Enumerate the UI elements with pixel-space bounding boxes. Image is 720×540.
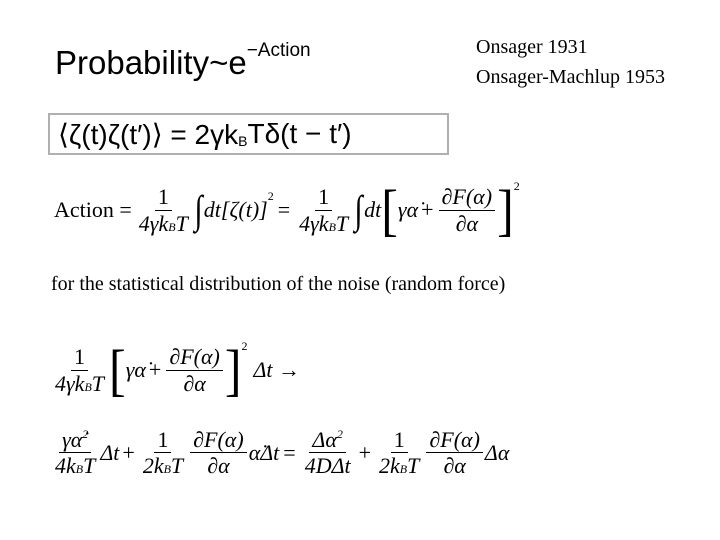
expr3-numerator: 1: [71, 345, 88, 370]
expr4-2k: 2k: [142, 453, 164, 479]
expr3-tail: Δt →: [253, 357, 301, 382]
expr4-delta-alpha-tail: Δα: [484, 439, 510, 465]
expr4-4k: 4k: [55, 453, 76, 479]
expr3-dF: ∂F(α): [166, 345, 223, 370]
action-fraction-1: [136, 185, 191, 234]
expr4-frac1-num: [59, 428, 91, 453]
noise-note: for the statistical distribution of the noise (random force): [51, 273, 506, 295]
probability-text: Probability~e: [55, 44, 247, 81]
expr4-frac-3: [190, 428, 247, 477]
expr4-delta-alpha: Δα: [312, 427, 337, 452]
expr3-den-sub: B: [84, 379, 92, 394]
expr4-sub-b3: B: [399, 462, 408, 477]
expr3-gamma-alpha-dot: γα̇: [125, 357, 146, 382]
expr4-frac1-den: [52, 453, 98, 477]
correlation-formula-box: [48, 113, 449, 155]
expr4-frac-4: [302, 428, 354, 477]
action-equals: =: [277, 197, 291, 222]
expr4-dt-1: Δt: [100, 439, 120, 465]
integral-sign-2: ∫: [354, 187, 363, 232]
expr4-plus-1: +: [122, 439, 135, 465]
exponent-2-first: 2: [267, 188, 274, 203]
expr3-dalpha: ∂α: [183, 370, 206, 396]
frac2-numerator: 1: [315, 185, 332, 210]
credit-onsager-machlup-1953: Onsager-Machlup 1953: [476, 66, 665, 88]
expr4-frac-6: [426, 428, 483, 477]
expr4-dalpha-2: ∂α: [443, 453, 466, 479]
correlation-subscript-b: B: [238, 133, 248, 149]
action-integrand-1: dt[ζ(t)]: [203, 197, 268, 222]
frac-numerator: 1: [155, 185, 172, 210]
expr4-frac5-num: 1: [391, 428, 408, 453]
den2-t: T: [335, 210, 349, 236]
action-lhs: Action =: [54, 197, 132, 222]
expr4-t3: T: [407, 453, 420, 479]
expr4-dF-1: ∂F(α): [190, 428, 247, 453]
gamma-alpha-dot: γα̇: [397, 197, 419, 222]
expr3-den-t: T: [91, 370, 105, 396]
den-text: 4γk: [138, 210, 169, 236]
expr3-fraction: [52, 345, 107, 394]
expr4-sq2: 2: [336, 427, 343, 441]
expr4-frac-1: [52, 428, 98, 477]
expr3-dF-fraction: [166, 345, 223, 394]
den2-text: 4γk: [299, 210, 329, 236]
expr3-den-text: 4γk: [55, 370, 85, 396]
expr3-denominator: [52, 371, 107, 395]
integral-sign-1: ∫: [194, 187, 203, 232]
expr4-sub-b1: B: [75, 462, 84, 477]
action-fraction-2: [296, 185, 351, 234]
expr4-frac-2: [140, 428, 186, 477]
right-bracket: ]: [497, 177, 514, 243]
expr4-t1: T: [83, 453, 96, 479]
correlation-formula-head: ⟨ζ(t)ζ(t′)⟩ = 2γk: [58, 118, 239, 150]
expr3-exponent-2: 2: [241, 338, 248, 353]
expr4-dF-2: ∂F(α): [426, 428, 483, 453]
plus-sign: +: [421, 197, 434, 222]
expression-4: [50, 428, 509, 477]
probability-heading: [55, 40, 311, 82]
credits: [476, 32, 665, 92]
exponent-2-second: 2: [513, 178, 520, 193]
expr4-plus-2: +: [358, 439, 372, 465]
left-bracket: [: [381, 177, 398, 243]
expr4-frac2-den: [140, 453, 186, 477]
action-dt: dt: [364, 197, 382, 222]
expr3-right-bracket: ]: [224, 337, 242, 403]
expr4-frac4-num: [309, 428, 345, 453]
expr4-frac2-num: 1: [154, 428, 171, 453]
expr4-sub-b2: B: [163, 462, 171, 477]
expr3-plus: +: [148, 357, 162, 382]
den-t: T: [175, 210, 188, 236]
expr4-alpha-dot-dt: α̇Δt: [248, 439, 280, 465]
expr4-frac-5: [376, 428, 422, 477]
expr4-dalpha-1: ∂α: [207, 453, 230, 479]
expr3-left-bracket: [: [109, 337, 126, 403]
probability-exponent: −Action: [246, 40, 311, 61]
action-formula: [54, 177, 520, 243]
frac2-denominator: [296, 211, 351, 235]
dalpha-denominator: ∂α: [455, 210, 479, 236]
den2-sub: B: [328, 219, 336, 234]
dF-numerator: ∂F(α): [439, 185, 496, 210]
expr4-gamma-alpha: γα̇: [62, 427, 83, 452]
expr4-equals: =: [283, 439, 296, 465]
expression-3: [50, 337, 301, 403]
expr4-frac4-den: 4DΔt: [304, 453, 351, 479]
expr4-sq: 2: [82, 427, 89, 441]
expr4-t2: T: [170, 453, 184, 479]
correlation-formula-tail: Tδ(t − t′): [247, 118, 352, 149]
expr4-frac5-den: [376, 453, 422, 477]
dF-dalpha-fraction: [439, 185, 496, 234]
credit-onsager-1931: Onsager 1931: [476, 36, 588, 58]
frac-denominator: [136, 211, 191, 235]
expr4-2k-b: 2k: [379, 453, 400, 479]
den-sub: B: [168, 219, 176, 234]
